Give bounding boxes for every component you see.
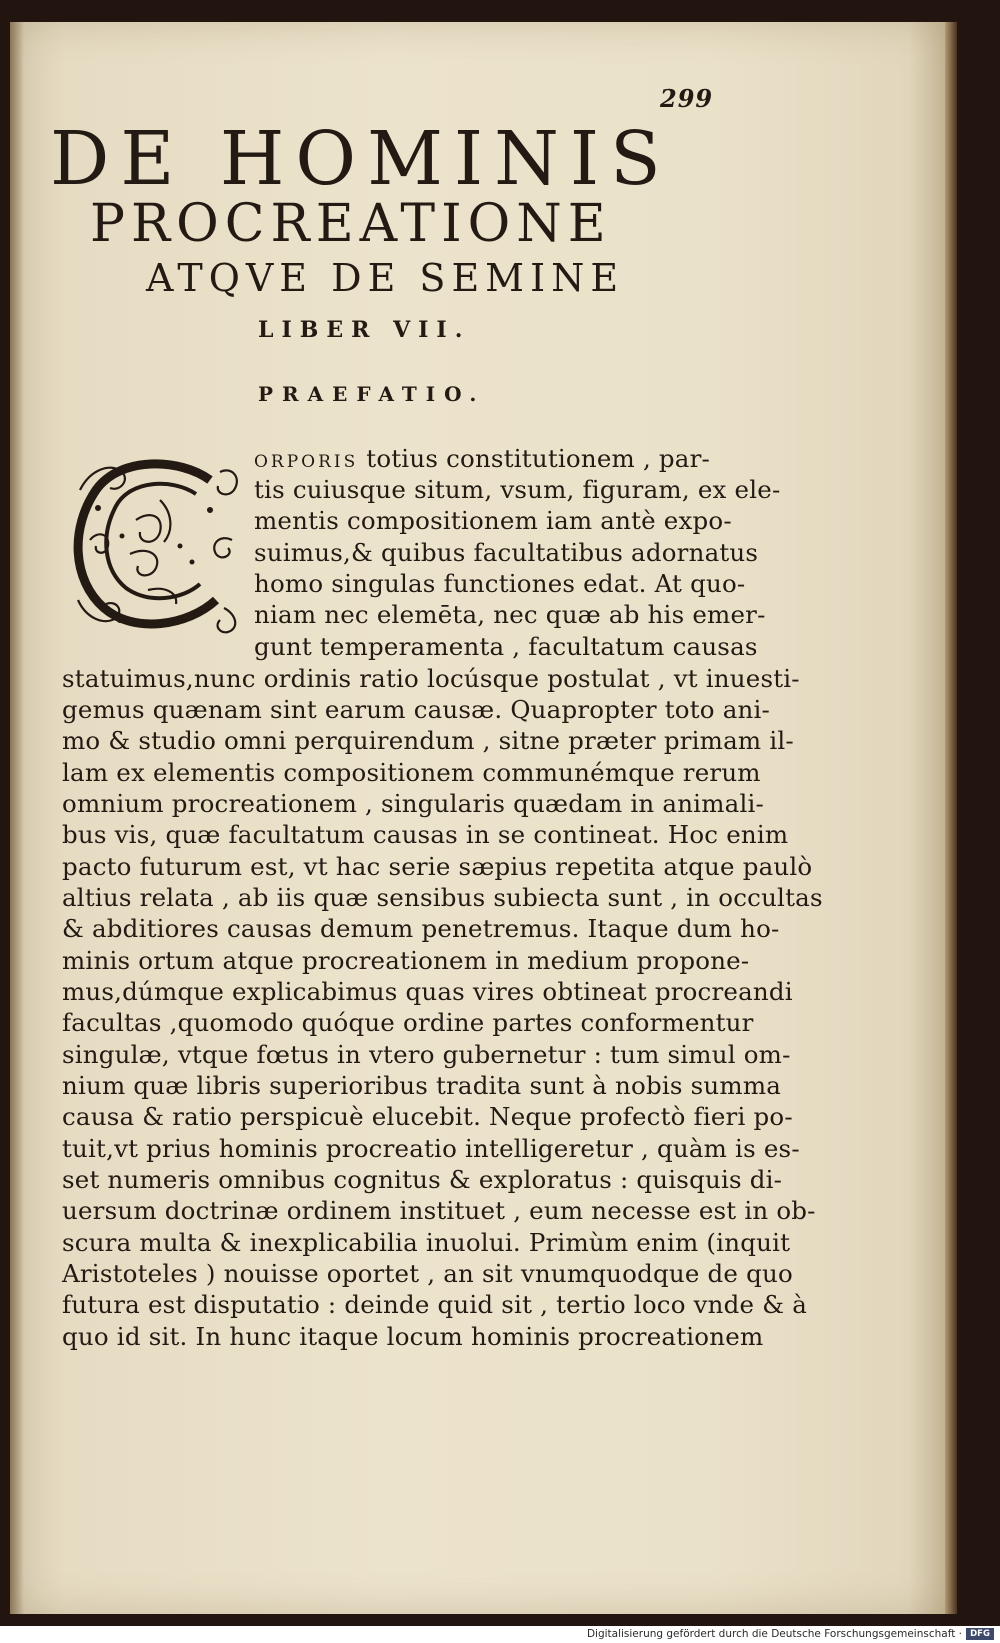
body-line-1: [254, 444, 710, 473]
body-line-14: pacto futurum est, vt hac serie sæpius repetita atque paulò: [62, 852, 813, 881]
body-line-22: causa & ratio perspicuè elucebit. Neque profectò fieri po-: [62, 1102, 793, 1131]
body-line-29: quo id sit. In hunc itaque locum hominis procreationem: [62, 1322, 764, 1351]
book-label: LIBER VII.: [258, 317, 471, 343]
title-line-2: PROCREATIONE: [90, 194, 612, 254]
body-line-2: tis cuiusque situm, vsum, figuram, ex ele-: [254, 475, 781, 504]
body-line-12: omnium procreationem , singularis quædam in animali-: [62, 789, 764, 818]
body-line-26: scura multa & inexplicabilia inuolui. Primùm enim (inquit: [62, 1228, 791, 1257]
page-number: 299: [660, 84, 714, 113]
body-line-4: suimus,& quibus facultatibus adornatus: [254, 538, 759, 567]
body-line-18: mus,dúmque explicabimus quas vires obtineat procreandi: [62, 977, 793, 1006]
body-line-21: nium quæ libris superioribus tradita sunt à nobis summa: [62, 1071, 782, 1100]
dfg-logo: DFG: [966, 1628, 994, 1640]
footer-credit: Digitalisierung gefördert durch die Deutsche Forschungsgemeinschaft ·: [586, 1628, 962, 1640]
body-line-28: futura est disputatio : deinde quid sit , tertio loco vnde & à: [62, 1290, 808, 1319]
page-edge: [945, 22, 957, 1614]
title-line-3: ATQVE DE SEMINE: [146, 256, 625, 300]
body-line-6: niam nec elemēta, nec quæ ab his emer-: [254, 600, 766, 629]
body-line-20: singulæ, vtque fœtus in vtero gubernetur : tum simul om-: [62, 1040, 791, 1069]
preface-heading: PRAEFATIO.: [258, 382, 486, 406]
body-line-19: facultas ,quomodo quóque ordine partes conformentur: [62, 1008, 754, 1037]
decorated-initial-c: [60, 450, 246, 636]
decorated-initial: [60, 450, 246, 636]
title-line-1: DE HOMINIS: [50, 116, 672, 202]
page-gutter-shadow: [10, 22, 24, 1614]
body-line-25: uersum doctrinæ ordinem instituet , eum necesse est in ob-: [62, 1196, 816, 1225]
body-line-23: tuit,vt prius hominis procreatio intelligeretur , quàm is es-: [62, 1134, 800, 1163]
initial-word: orporis: [254, 444, 359, 473]
body-line-24: set numeris omnibus cognitus & exploratus : quisquis di-: [62, 1165, 783, 1194]
body-line-10: mo & studio omni perquirendum , sitne præter primam il-: [62, 726, 794, 755]
body-line-5: homo singulas functiones edat. At quo-: [254, 569, 746, 598]
body-line-27: Aristoteles ) nouisse oportet , an sit vnumquodque de quo: [62, 1259, 793, 1288]
body-line-7: gunt temperamenta , facultatum causas: [254, 632, 758, 661]
body-line-16: & abditiores causas demum penetremus. Itaque dum ho-: [62, 914, 780, 943]
body-line-17: minis ortum atque procreationem in medium propone-: [62, 946, 750, 975]
body-line-15: altius relata , ab iis quæ sensibus subiecta sunt , in occultas: [62, 883, 823, 912]
body-line-3: mentis compositionem iam antè expo-: [254, 506, 732, 535]
body-line-13: bus vis, quæ facultatum causas in se contineat. Hoc enim: [62, 820, 789, 849]
body-line-1-text: totius constitutionem , par-: [358, 444, 711, 473]
body-line-8: statuimus,nunc ordinis ratio locúsque postulat , vt inuesti-: [62, 664, 800, 693]
body-line-11: lam ex elementis compositionem communémque rerum: [62, 758, 761, 787]
body-line-9: gemus quænam sint earum causæ. Quapropter toto ani-: [62, 695, 770, 724]
